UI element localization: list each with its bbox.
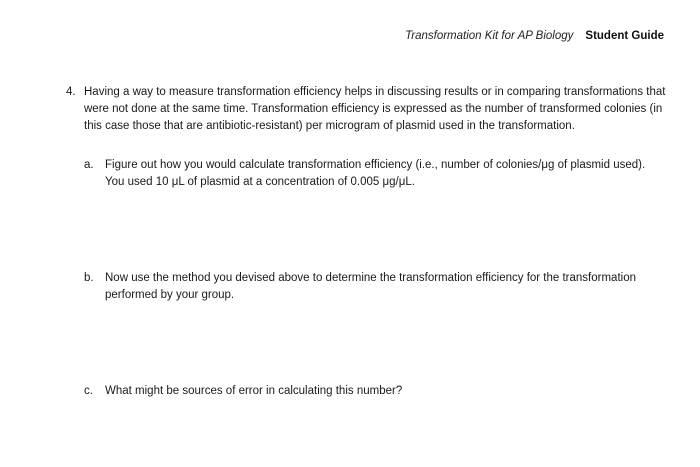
question-number: 4. <box>66 86 76 98</box>
sub-question-b <box>84 270 664 304</box>
question-4 <box>66 84 666 135</box>
sub-question-a <box>84 157 664 191</box>
sub-question-letter: a. <box>84 159 94 171</box>
sub-question-text: Figure out how you would calculate transformation efficiency (i.e., number of colonies/μg of plasmid used). You used 10 μL of plasmid at a concentration of 0.005 μg/μL. <box>105 159 646 188</box>
kit-title: Transformation Kit for AP Biology <box>405 30 574 42</box>
sub-question-letter: c. <box>84 385 93 397</box>
sub-question-text: What might be sources of error in calculating this number? <box>105 385 403 397</box>
sub-question-text: Now use the method you devised above to determine the transformation efficiency for the transformation performed by your group. <box>105 272 636 301</box>
sub-question-c <box>84 383 664 400</box>
sub-question-letter: b. <box>84 272 94 284</box>
page-header <box>405 30 664 42</box>
guide-label: Student Guide <box>585 30 664 42</box>
question-text: Having a way to measure transformation efficiency helps in discussing results or in comparing transformations that were not done at the same time. Transformation efficiency is expressed as the number of transformed colonies (in this case those that are antibiotic-resistant) per microgram of plasmid used in the transformation. <box>84 86 666 132</box>
